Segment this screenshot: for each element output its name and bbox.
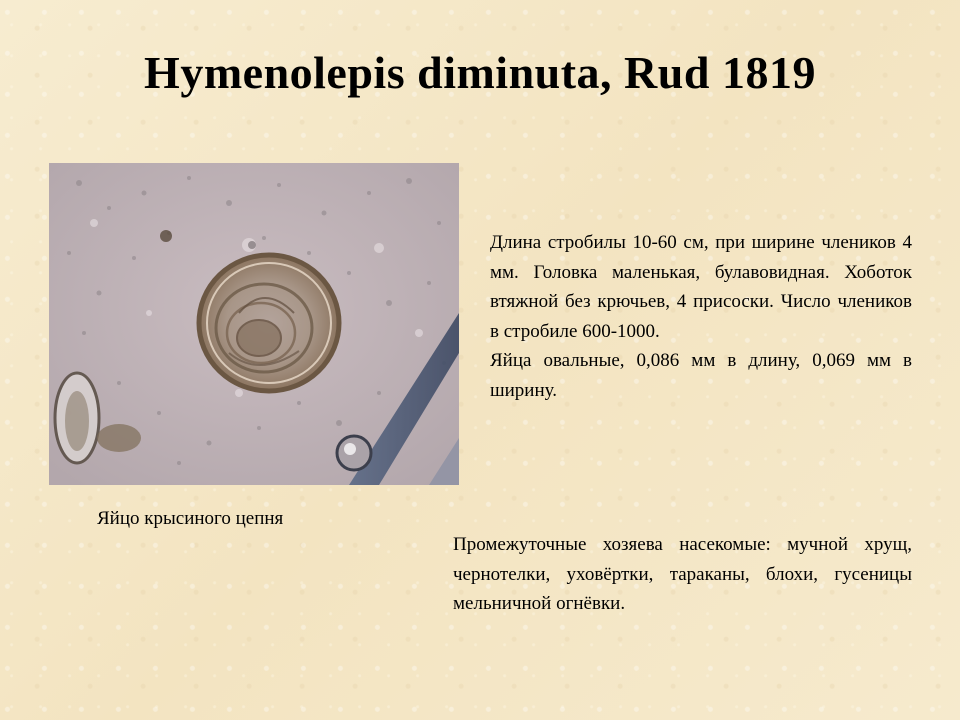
description-paragraph: Яйца овальные, 0,086 мм в длину, 0,069 мм в ширину. (490, 350, 912, 401)
slide-title: Hymenolepis diminuta, Rud 1819 (144, 47, 816, 98)
description-paragraph: Длина стробилы 10-60 см, при ширине члеников 4 мм. Головка маленькая, булавовидная. Хоботок втяжной без крючьев, 4 присоски. Число члеников в стробиле 600-1000. (490, 232, 912, 342)
intermediate-hosts-text: Промежуточные хозяева насекомые: мучной хрущ, чернотелки, уховёртки, тараканы, блохи, гусеницы мельничной огнёвки. (453, 534, 912, 614)
micrograph-egg-icon (49, 163, 459, 485)
image-caption: Яйцо крысиного цепня (97, 508, 284, 529)
description-block (490, 228, 912, 405)
micrograph-image (49, 163, 459, 485)
intermediate-hosts-block (453, 530, 912, 619)
